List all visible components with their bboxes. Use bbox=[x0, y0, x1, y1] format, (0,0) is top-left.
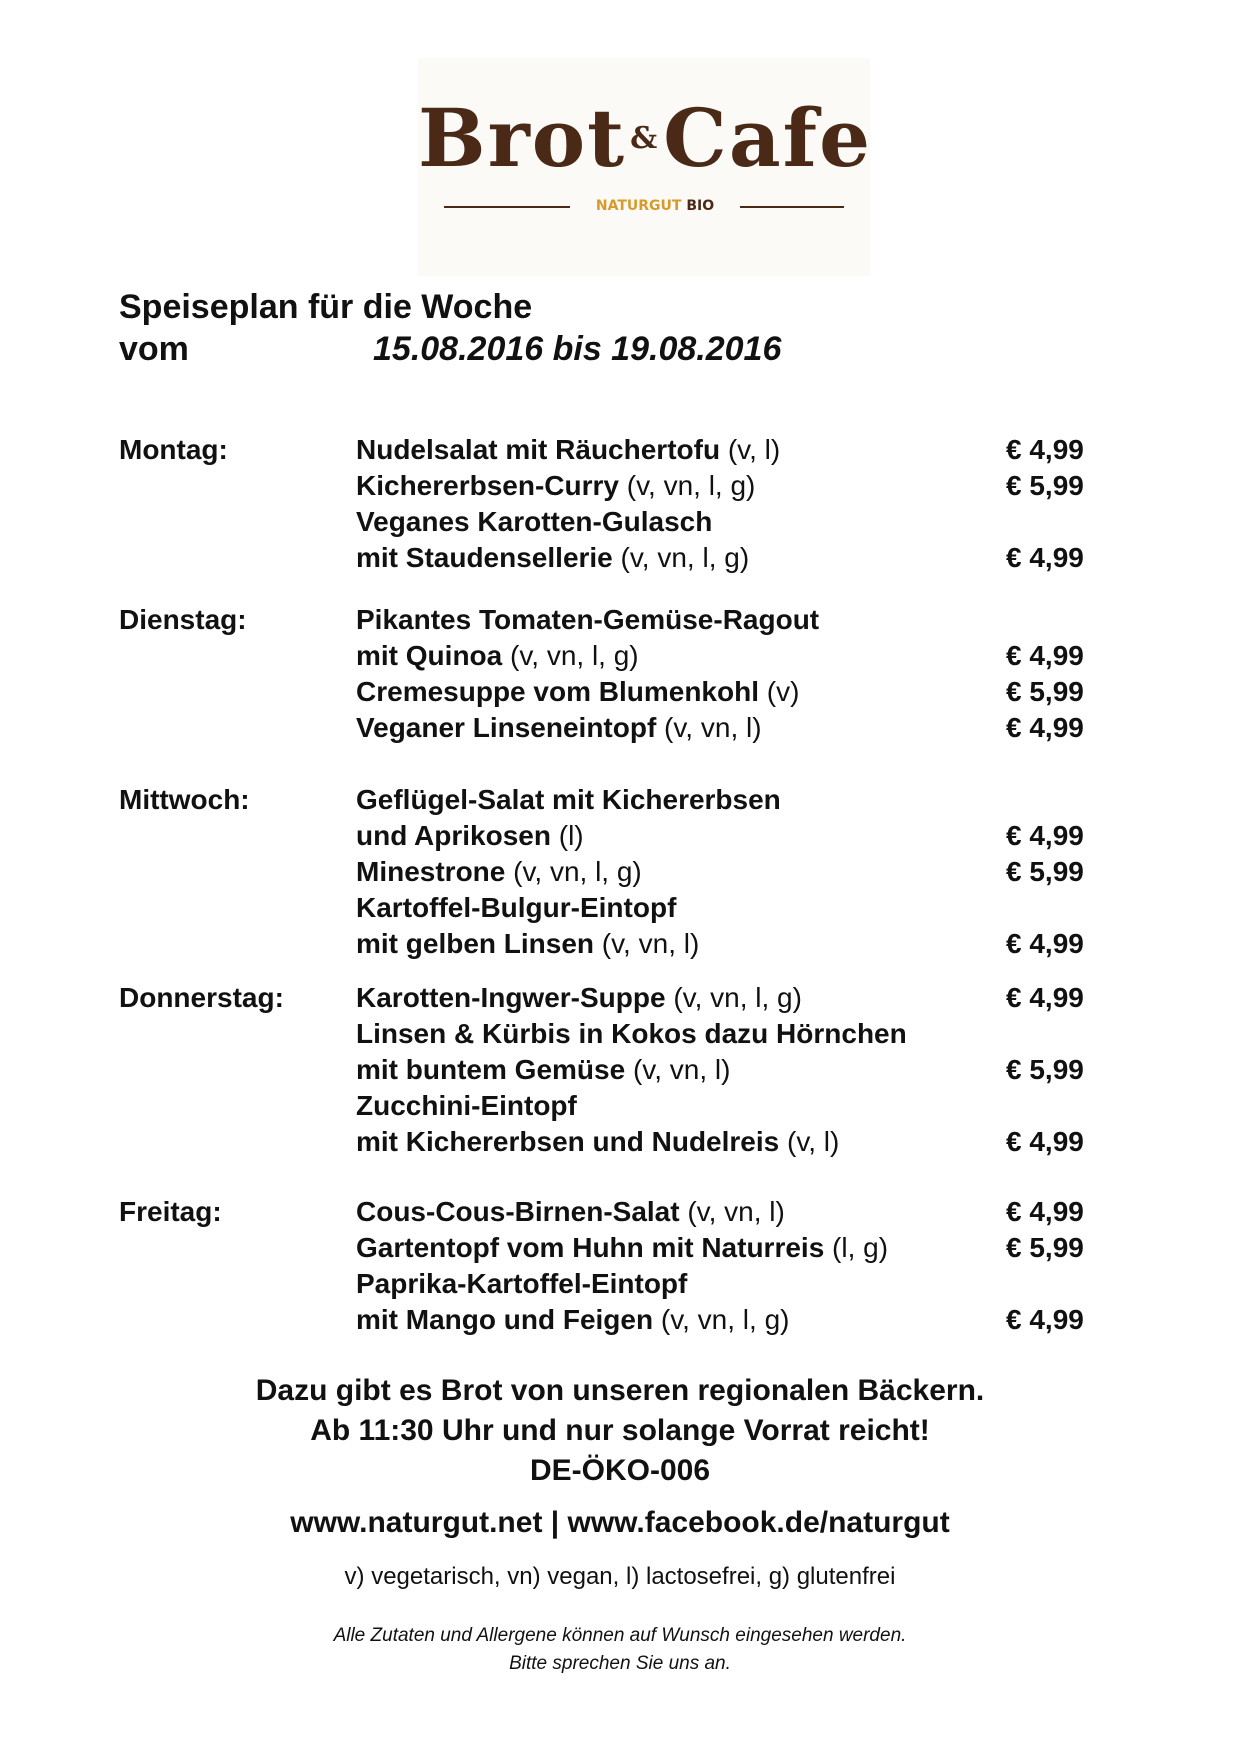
dish-diet-tags: (v, l) bbox=[779, 1126, 840, 1157]
dish-price: € 4,99 bbox=[1006, 1196, 1084, 1227]
day-label: Mittwoch: bbox=[119, 784, 250, 815]
dish-name: Geflügel-Salat mit Kichererbsen bbox=[356, 784, 781, 815]
dish-name: Nudelsalat mit Räuchertofu bbox=[356, 434, 721, 465]
allergen-note-line1: Alle Zutaten und Allergene können auf Wunsch eingesehen werden. bbox=[333, 1625, 907, 1646]
dish-diet-tags: (v, vn, l) bbox=[625, 1054, 731, 1085]
dish-name: Veganer Linseneintopf bbox=[356, 712, 657, 743]
dish-line bbox=[356, 926, 699, 962]
dish-diet-tags: (v, vn, l, g) bbox=[505, 856, 642, 887]
dish-price: € 5,99 bbox=[1006, 470, 1084, 501]
dish-line bbox=[356, 980, 802, 1016]
dish-price: € 4,99 bbox=[1006, 712, 1084, 743]
brand-logo bbox=[418, 58, 870, 276]
opening-hours-note: Ab 11:30 Uhr und nur solange Vorrat reicht! bbox=[310, 1414, 930, 1447]
dish-line bbox=[356, 854, 642, 890]
dish-price: € 4,99 bbox=[1006, 640, 1084, 671]
dish-name: Paprika-Kartoffel-Eintopf bbox=[356, 1268, 688, 1299]
dish-name: mit Staudensellerie bbox=[356, 542, 613, 573]
dish-diet-tags: (v, vn, l) bbox=[594, 928, 700, 959]
dish-diet-tags: (v, vn, l) bbox=[656, 712, 762, 743]
logo-tag-bio: BIO bbox=[686, 198, 715, 214]
logo-rule-right bbox=[740, 206, 844, 208]
dish-line bbox=[356, 818, 584, 854]
dish-line bbox=[356, 638, 639, 674]
dish-diet-tags: (v, vn, l, g) bbox=[653, 1304, 790, 1335]
logo-word-left: Brot bbox=[418, 91, 627, 185]
dish-diet-tags: (v, vn, l) bbox=[679, 1196, 785, 1227]
dish-name: mit gelben Linsen bbox=[356, 928, 595, 959]
logo-tagline bbox=[570, 196, 740, 216]
dish-line bbox=[356, 1088, 577, 1124]
dish-price: € 4,99 bbox=[1006, 982, 1084, 1013]
dish-price: € 4,99 bbox=[1006, 434, 1084, 465]
dish-name: Veganes Karotten-Gulasch bbox=[356, 506, 713, 537]
dish-name: Gartentopf vom Huhn mit Naturreis bbox=[356, 1232, 825, 1263]
dish-price: € 4,99 bbox=[1006, 1304, 1084, 1335]
logo-ampersand: & bbox=[630, 121, 660, 156]
dish-line bbox=[356, 710, 762, 746]
allergen-note-line2: Bitte sprechen Sie uns an. bbox=[509, 1653, 731, 1674]
dish-line bbox=[356, 432, 780, 468]
dish-price: € 4,99 bbox=[1006, 820, 1084, 851]
dish-line bbox=[356, 504, 712, 540]
day-label: Montag: bbox=[119, 434, 228, 465]
dish-line bbox=[356, 1230, 888, 1266]
dish-name: Karotten-Ingwer-Suppe bbox=[356, 982, 666, 1013]
dish-diet-tags: (v, vn, l, g) bbox=[502, 640, 639, 671]
logo-wordmark bbox=[418, 91, 872, 185]
dish-name: Cremesuppe vom Blumenkohl bbox=[356, 676, 759, 707]
allergen-legend: v) vegetarisch, vn) vegan, l) lactosefrei, g) glutenfrei bbox=[344, 1563, 896, 1590]
logo-rule-left bbox=[444, 206, 570, 208]
dish-name: mit buntem Gemüse bbox=[356, 1054, 626, 1085]
dish-name: Zucchini-Eintopf bbox=[356, 1090, 577, 1121]
dish-line bbox=[356, 540, 749, 576]
dish-line bbox=[356, 1266, 687, 1302]
organic-certification: DE-ÖKO-006 bbox=[529, 1454, 711, 1487]
dish-price: € 5,99 bbox=[1006, 856, 1084, 887]
logo-tag-naturgut: NATURGUT bbox=[595, 198, 682, 214]
dish-price: € 4,99 bbox=[1006, 928, 1084, 959]
dish-name: mit Mango und Feigen bbox=[356, 1304, 654, 1335]
dish-line bbox=[356, 1016, 907, 1052]
dish-name: mit Quinoa bbox=[356, 640, 503, 671]
dish-diet-tags: (v, vn, l, g) bbox=[665, 982, 802, 1013]
dish-line bbox=[356, 1124, 839, 1160]
bread-note: Dazu gibt es Brot von unseren regionalen Bäckern. bbox=[255, 1374, 985, 1407]
dish-diet-tags: (v, vn, l, g) bbox=[618, 470, 756, 501]
dish-line bbox=[356, 602, 819, 638]
dish-name: Cous-Cous-Birnen-Salat bbox=[356, 1196, 680, 1227]
dish-diet-tags: (v) bbox=[758, 676, 800, 707]
dish-line bbox=[356, 1302, 789, 1338]
dish-diet-tags: (l) bbox=[550, 820, 584, 851]
dish-line bbox=[356, 782, 781, 818]
dish-line bbox=[356, 890, 676, 926]
dish-price: € 5,99 bbox=[1006, 1232, 1084, 1263]
website-links[interactable]: www.naturgut.net | www.facebook.de/naturgut bbox=[290, 1506, 950, 1539]
dish-name: Kartoffel-Bulgur-Eintopf bbox=[356, 892, 677, 923]
dish-name: Kichererbsen-Curry bbox=[356, 470, 619, 501]
day-label: Donnerstag: bbox=[119, 982, 284, 1013]
dish-price: € 4,99 bbox=[1006, 542, 1084, 573]
dish-price: € 5,99 bbox=[1006, 676, 1084, 707]
dish-name: Minestrone bbox=[356, 856, 506, 887]
dish-price: € 5,99 bbox=[1006, 1054, 1084, 1085]
dish-name: mit Kichererbsen und Nudelreis bbox=[356, 1126, 780, 1157]
logo-word-right: Cafe bbox=[663, 91, 872, 185]
date-range-label: vom bbox=[119, 330, 189, 368]
date-range: 15.08.2016 bis 19.08.2016 bbox=[373, 330, 782, 368]
dish-diet-tags: (l, g) bbox=[824, 1232, 889, 1263]
dish-diet-tags: (v, l) bbox=[720, 434, 781, 465]
page-title: Speiseplan für die Woche bbox=[119, 288, 533, 326]
dish-line bbox=[356, 674, 799, 710]
dish-line bbox=[356, 468, 755, 504]
dish-price: € 4,99 bbox=[1006, 1126, 1084, 1157]
dish-name: und Aprikosen bbox=[356, 820, 551, 851]
day-label: Dienstag: bbox=[119, 604, 247, 635]
dish-name: Linsen & Kürbis in Kokos dazu Hörnchen bbox=[356, 1018, 907, 1049]
dish-name: Pikantes Tomaten-Gemüse-Ragout bbox=[356, 604, 820, 635]
dish-line bbox=[356, 1194, 785, 1230]
dish-diet-tags: (v, vn, l, g) bbox=[612, 542, 750, 573]
dish-line bbox=[356, 1052, 730, 1088]
day-label: Freitag: bbox=[119, 1196, 222, 1227]
